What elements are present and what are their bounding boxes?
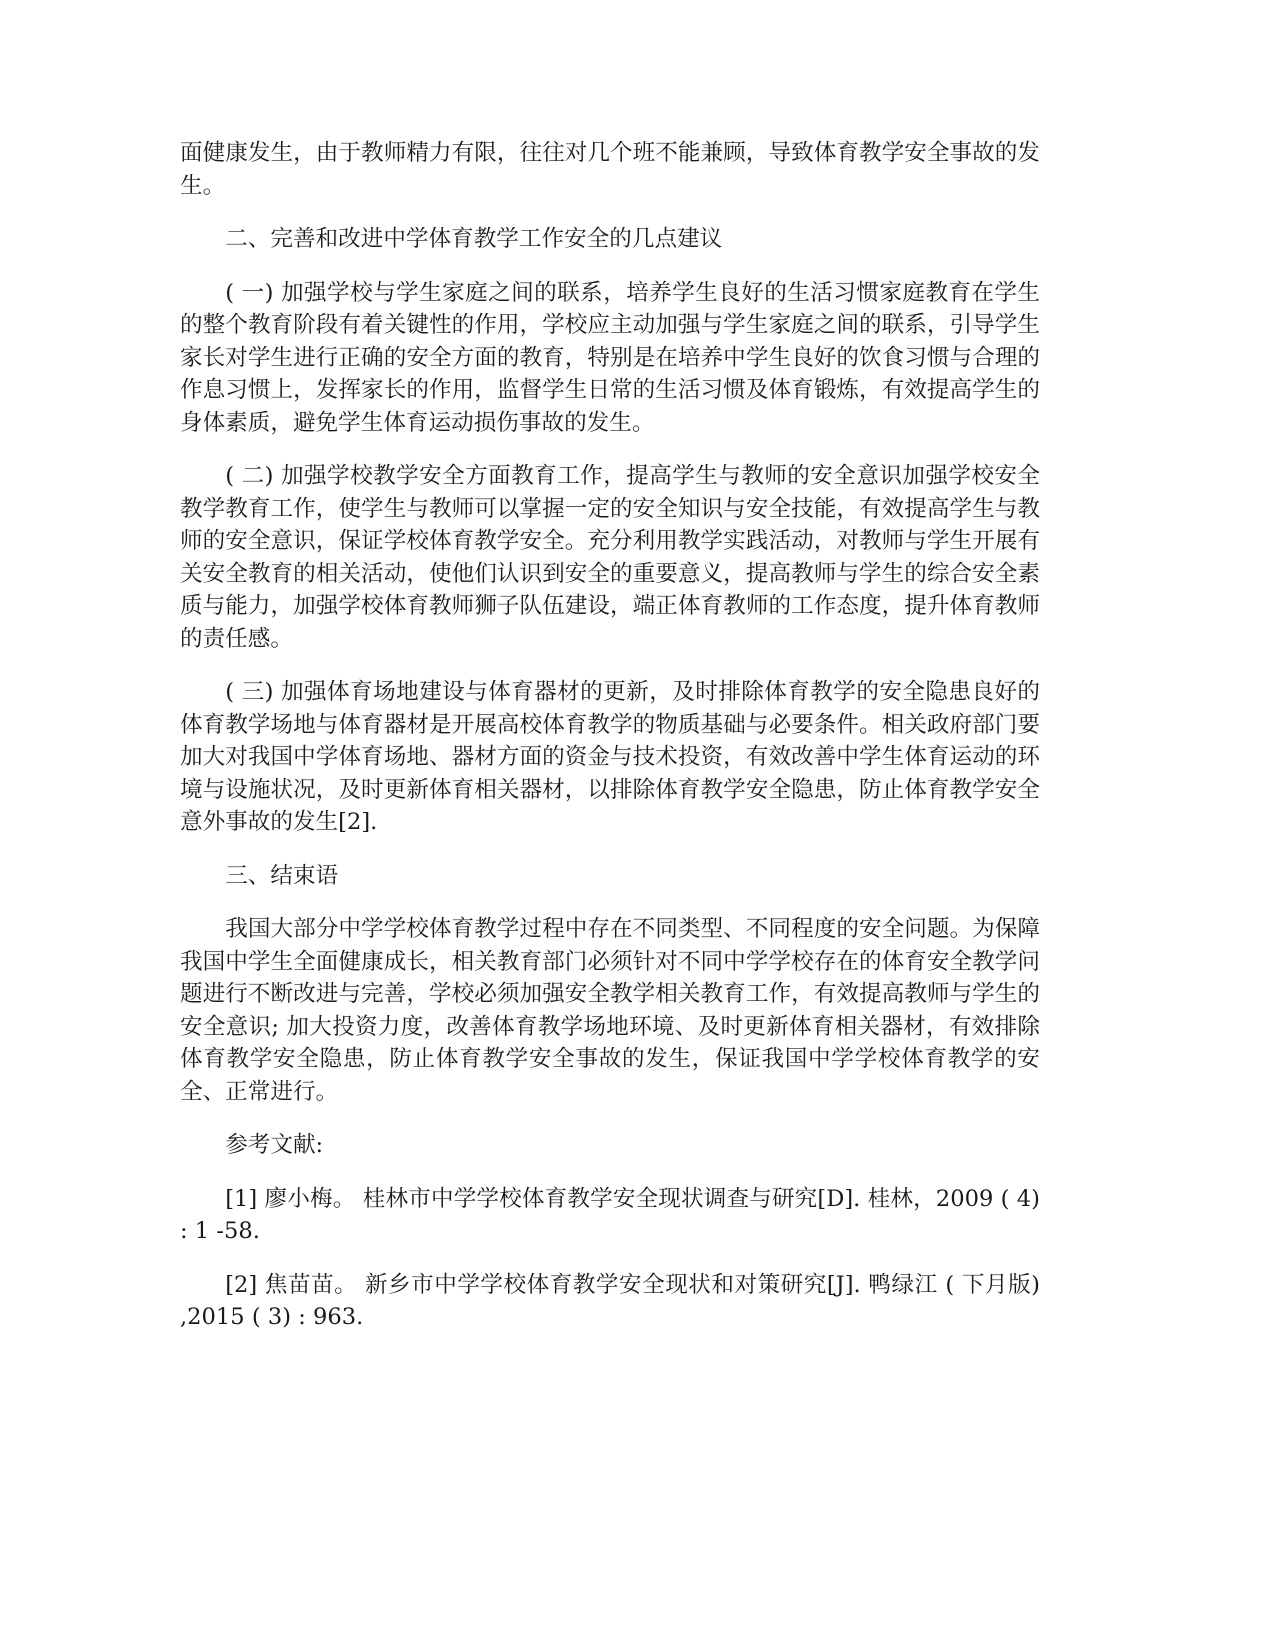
paragraph-suggestion-1: ( 一) 加强学校与学生家庭之间的联系，培养学生良好的生活习惯家庭教育在学生的整个教育阶段有着关键性的作用，学校应主动加强与学生家庭之间的联系，引导学生家长对学生进行正确的安全方面的教育，特别是在培养中学生良好的饮食习惯与合理的作息习惯上，发挥家长的作用，监督学生日常的生活习惯及体育锻炼，有效提高学生的身体素质，避免学生体育运动损伤事故的发生。 (180, 279, 1040, 436)
paragraph-suggestion-2: ( 二) 加强学校教学安全方面教育工作，提高学生与教师的安全意识加强学校安全教学教育工作，使学生与教师可以掌握一定的安全知识与安全技能，有效提高学生与教师的安全意识，保证学校体育教学安全。充分利用教学实践活动，对教师与学生开展有关安全教育的相关活动，使他们认识到安全的重要意义，提高教师与学生的综合安全素质与能力，加强学校体育教师狮子队伍建设，端正体育教师的工作态度，提升体育教师的责任感。 (180, 463, 1040, 652)
section-heading-suggestions: 二、完善和改进中学体育教学工作安全的几点建议 (225, 226, 723, 252)
references-heading: 参考文献: (225, 1132, 324, 1158)
section-heading-conclusion: 三、结束语 (225, 862, 339, 889)
paragraph-continuation: 面健康发生，由于教师精力有限，往往对几个班不能兼顾，导致体育教学安全事故的发生。 (180, 140, 1040, 199)
reference-item-2: [2] 焦苗苗。 新乡市中学学校体育教学安全现状和对策研究[J]. 鸭绿江 ( 下月版) ,2015 ( 3) : 963. (180, 1271, 1040, 1330)
document-body (180, 137, 1040, 1355)
reference-item-1: [1] 廖小梅。 桂林市中学学校体育教学安全现状调查与研究[D]. 桂林，2009 ( 4) : 1 -58. (180, 1185, 1040, 1244)
paragraph-conclusion: 我国大部分中学学校体育教学过程中存在不同类型、不同程度的安全问题。为保障我国中学生全面健康成长，相关教育部门必须针对不同中学学校存在的体育安全教学问题进行不断改进与完善，学校必须加强安全教学相关教育工作，有效提高教师与学生的安全意识; 加大投资力度，改善体育教学场地环境、及时更新体育相关器材，有效排除体育教学安全隐患，防止体育教学安全事故的发生，保证我国中学学校体育教学的安全、正常进行。 (180, 916, 1040, 1105)
paragraph-suggestion-3: ( 三) 加强体育场地建设与体育器材的更新，及时排除体育教学的安全隐患良好的体育教学场地与体育器材是开展高校体育教学的物质基础与必要条件。相关政府部门要加大对我国中学体育场地、器材方面的资金与技术投资，有效改善中学生体育运动的环境与设施状况，及时更新体育相关器材，以排除体育教学安全隐患，防止体育教学安全意外事故的发生[2]. (180, 679, 1040, 835)
